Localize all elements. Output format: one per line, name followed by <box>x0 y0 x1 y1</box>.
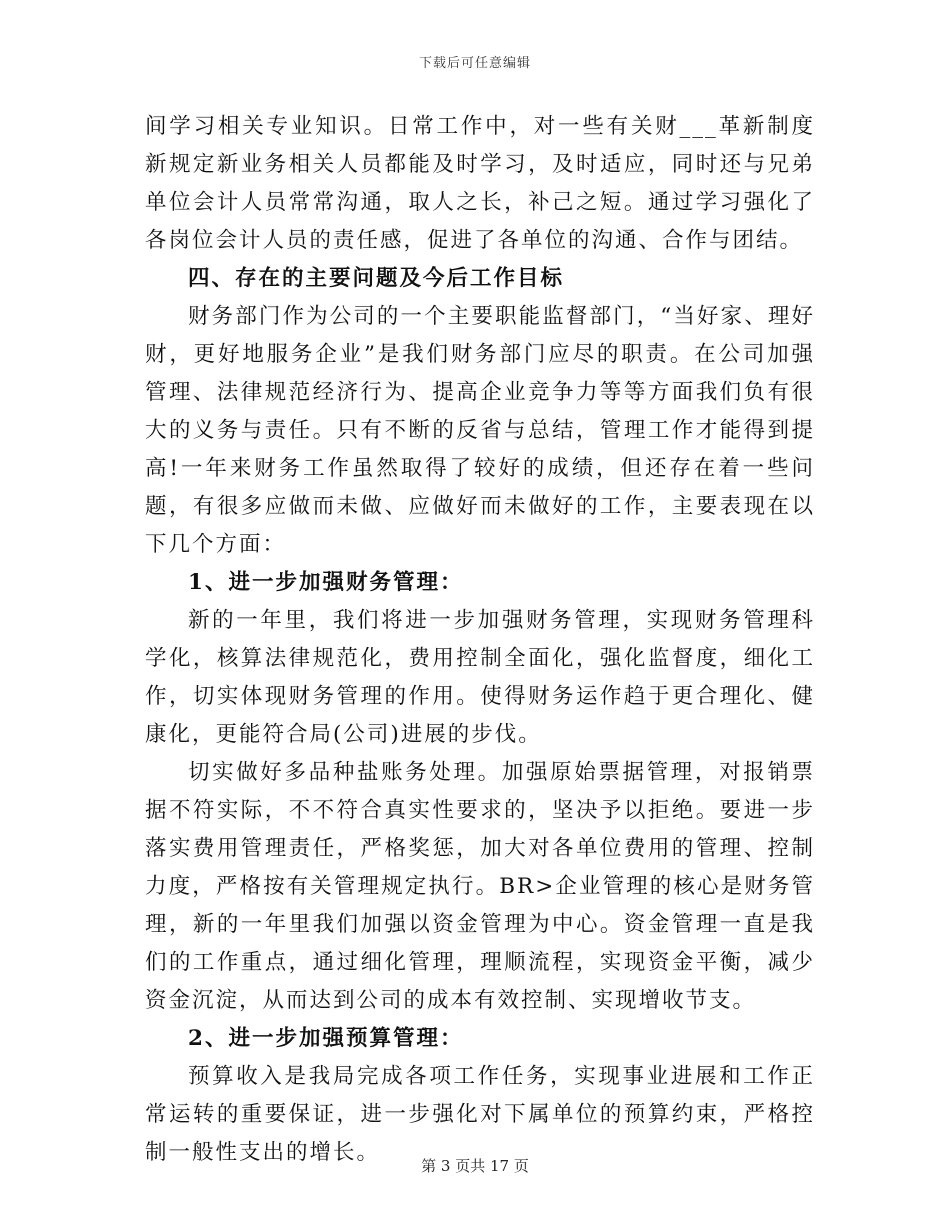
page-header: 下载后可任意编辑 <box>418 56 531 71</box>
document-body <box>145 108 815 1172</box>
subheading-budget-management: 2、进一步加强预算管理： <box>188 1026 464 1051</box>
paragraph-finance-department-role: 财务部门作为公司的一个主要职能监督部门，“当好家、理好财，更好地服务企业”是我们财务部门应尽的职责。在公司加强管理、法律规范经济行为、提高企业竞争力等等方面我们负有很大的义务与责任。只有不断的反省与总结，管理工作才能得到提高!一年来财务工作虽然取得了较好的成绩，但还存在着一些问题，有很多应做而未做、应做好而未做好的工作，主要表现在以下几个方面： <box>145 304 815 557</box>
paragraph-continuation: 间学习相关专业知识。日常工作中，对一些有关财___革新制度新规定新业务相关人员都能及时学习，及时适应，同时还与兄弟单位会计人员常常沟通，取人之长，补己之短。通过学习强化了各岗位会计人员的责任感，促进了各单位的沟通、合作与团结。 <box>145 114 815 253</box>
page-number: 第 3 页共 17 页 <box>421 1157 529 1175</box>
paragraph-new-year-plan: 新的一年里，我们将进一步加强财务管理，实现财务管理科学化，核算法律规范化，费用控制全面化，强化监督度，细化工作，切实体现财务管理的作用。使得财务运作趋于更合理化、健康化，更能符合局(公司)进展的步伐。 <box>145 608 815 747</box>
subheading-financial-management: 1、进一步加强财务管理： <box>188 570 464 595</box>
paragraph-budget-income: 预算收入是我局完成各项工作任务，实现事业进展和工作正常运转的重要保证，进一步强化对下属单位的预算约束，严格控制一般性支出的增长。 <box>145 1064 815 1165</box>
section-heading-problems-goals: 四、存在的主要问题及今后工作目标 <box>188 266 565 291</box>
paragraph-accounting-processing: 切实做好多品种盐账务处理。加强原始票据管理，对报销票据不符实际，不不符合真实性要求的，坚决予以拒绝。要进一步落实费用管理责任，严格奖惩，加大对各单位费用的管理、控制力度，严格按有关管理规定执行。BR>企业管理的核心是财务管理，新的一年里我们加强以资金管理为中心。资金管理一直是我们的工作重点，通过细化管理，理顺流程，实现资金平衡，减少资金沉淀，从而达到公司的成本有效控制、实现增收节支。 <box>145 760 815 1013</box>
